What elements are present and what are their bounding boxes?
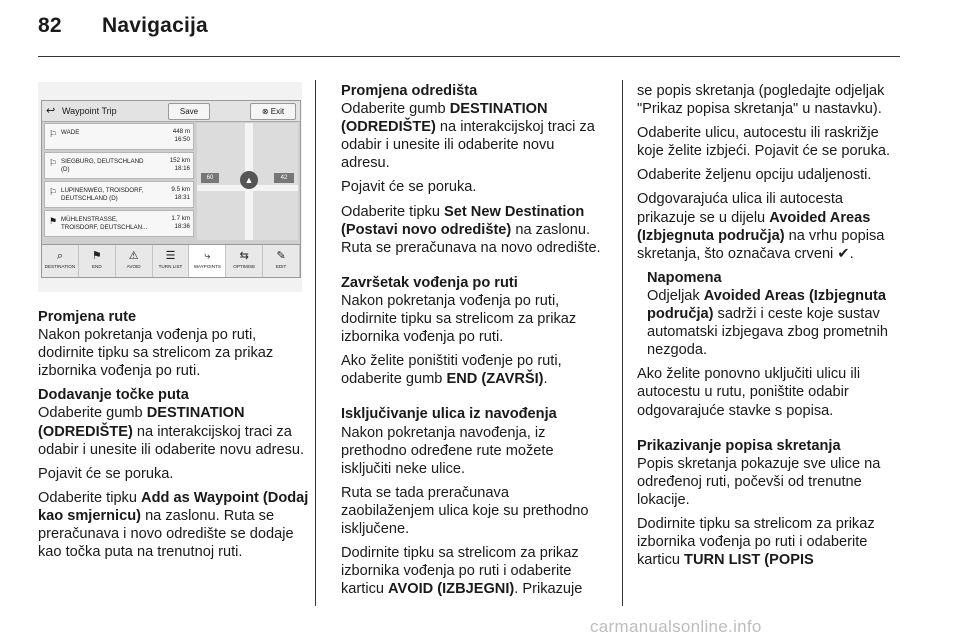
paragraph: Dodirnite tipku sa strelicom za prikaz izbornika vođenja po ruti i odaberite karticu TURN LIST (POPIS [637, 515, 875, 569]
screen-title: Waypoint Trip [62, 106, 117, 116]
speed-sign: 60 [201, 173, 219, 183]
section-heading: Promjena rute [38, 309, 137, 325]
paragraph: Nakon pokretanja navođenja, iz prethodno određene rute možete isključiti neke ulice. [341, 424, 554, 477]
exit-label: Exit [270, 107, 285, 116]
page-header [38, 14, 208, 38]
note-text: Odjeljak Avoided Areas (Izbjegnuta područja) sadrži i ceste koje sustav automatski izbjegava zbog prometnih nezgoda. [647, 287, 888, 359]
section-heading: Isključivanje ulica iz navođenja [341, 406, 557, 423]
nav-turn-list-button[interactable]: ☰ TURN LIST [153, 245, 190, 277]
paragraph: Odgovarajuća ulica ili autocesta prikazuje se u dijelu Avoided Areas (Izbjegnuta područja) na vrhu popisa skretanja, što označava crveni ✔. [637, 191, 885, 262]
destination-marker-icon: ⚑ [49, 216, 58, 226]
nav-edit-button[interactable]: ✎ EDIT [263, 245, 300, 277]
paragraph: se popis skretanja (pogledajte odjeljak "Prikaz popisa skretanja" u nastavku). [637, 83, 885, 118]
nav-waypoints-button[interactable]: ⤷ WAYPOINTS [189, 245, 226, 277]
column-divider-1 [315, 80, 316, 606]
note-box [647, 269, 901, 359]
check-mark-icon: ✔ [837, 245, 850, 262]
paragraph: Ruta se tada preračunava zaobilaženjem ulica koje su prethodno isključene. [341, 484, 589, 537]
waypoint-list [44, 123, 194, 239]
screenshot-figure [38, 82, 302, 292]
paragraph: Odaberite tipku Set New Destination (Postavi novo odredište) na zaslonu. Ruta se preračunava na novo odredište. [341, 203, 601, 256]
paragraph: Dodirnite tipku sa strelicom za prikaz izbornika vođenja po ruti i odaberite karticu AVOID (IZBJEGNI). Prikazuje [341, 545, 583, 598]
waypoint-flag-icon: ⚐ [49, 187, 58, 197]
paragraph: Nakon pokretanja vođenja po ruti, dodirnite tipku sa strelicom za prikaz izbornika vođenja po ruti. [341, 292, 577, 346]
column-divider-2 [622, 80, 623, 606]
note-heading: Napomena [647, 269, 722, 286]
nav-avoid-button[interactable]: ⚠ AVOID [116, 245, 153, 277]
paragraph: Ako želite ponovno uključiti ulicu ili autocestu u rutu, poništite odabir odgovarajuće stavke s popisa. [637, 366, 861, 419]
nav-optimise-button[interactable]: ⇆ OPTIMISE [226, 245, 263, 277]
watermark: carmanualsonline.info [590, 617, 762, 636]
nav-destination-button[interactable]: ⌕ DESTINATION [42, 245, 79, 277]
section-heading: Promjena odredišta [341, 83, 478, 99]
screen-title-bar [42, 101, 300, 122]
column-3 [637, 82, 901, 575]
list-item[interactable]: ⚐ SIEGBURG, DEUTSCHLAND (D) 152 km 18:16 [44, 152, 194, 179]
road-sign: 42 [274, 173, 294, 183]
column-2 [341, 82, 603, 604]
paragraph: Odaberite željenu opciju udaljenosti. [637, 167, 872, 184]
list-item[interactable]: ⚐ WADE 448 m 16:50 [44, 123, 194, 150]
paragraph: Odaberite tipku Add as Waypoint (Dodaj kao smjernicu) na zaslonu. Ruta se preračunava i novo odredište se dodaje kao točka puta na trenutnoj ruti. [38, 489, 309, 561]
header-rule [38, 56, 900, 57]
section-heading: Dodavanje točke puta [38, 387, 189, 404]
interaction-bar [42, 244, 300, 277]
paragraph: Pojavit će se poruka. [341, 179, 477, 196]
column-1 [38, 308, 314, 567]
nav-end-button[interactable]: ⚑ END [79, 245, 116, 277]
section-heading: Prikazivanje popisa skretanja [637, 437, 841, 454]
list-item[interactable]: ⚑ MÜHLENSTRASSE, TROISDORF, DEUTSCHLAN... 1.7 km 18:36 [44, 210, 194, 237]
paragraph: Nakon pokretanja vođenja po ruti, dodirnite tipku sa strelicom za prikaz izbornika vođenja po ruti. [38, 327, 274, 380]
page-number: 82 [38, 14, 62, 37]
list-item[interactable]: ⚐ LUPINENWEG, TROISDORF, DEUTSCHLAND (D) 9.5 km 18:31 [44, 181, 194, 208]
map-view[interactable] [197, 123, 298, 240]
save-button[interactable]: Save [168, 103, 210, 120]
paragraph: Popis skretanja pokazuje sve ulice na određenoj ruti, počevši od trenutne lokacije. [637, 455, 881, 508]
paragraph: Ako želite poništiti vođenje po ruti, odaberite gumb END (ZAVRŠI). [341, 353, 562, 388]
infotainment-screen [41, 100, 301, 278]
page-title: Navigacija [102, 14, 208, 37]
waypoint-flag-icon: ⚐ [49, 158, 58, 168]
paragraph: Odaberite ulicu, autocestu ili raskrižje koje želite izbjeći. Pojavit će se poruka. [637, 125, 891, 160]
paragraph: Odaberite gumb DESTINATION (ODREDIŠTE) na interakcijskoj traci za odabir i unesite ili odaberite novu adresu. [341, 101, 595, 172]
paragraph: Pojavit će se poruka. [38, 465, 174, 482]
section-heading: Završetak vođenja po ruti [341, 274, 518, 291]
exit-button[interactable]: ⊗ Exit [250, 103, 296, 120]
vehicle-position-icon: ▲ [240, 171, 258, 189]
destination-flag-icon: ⚐ [49, 129, 58, 139]
back-arrow-icon[interactable]: ↩ [46, 105, 56, 117]
paragraph: Odaberite gumb DESTINATION (ODREDIŠTE) na interakcijskoj traci za odabir i unesite ili odaberite novu adresu. [38, 405, 305, 458]
